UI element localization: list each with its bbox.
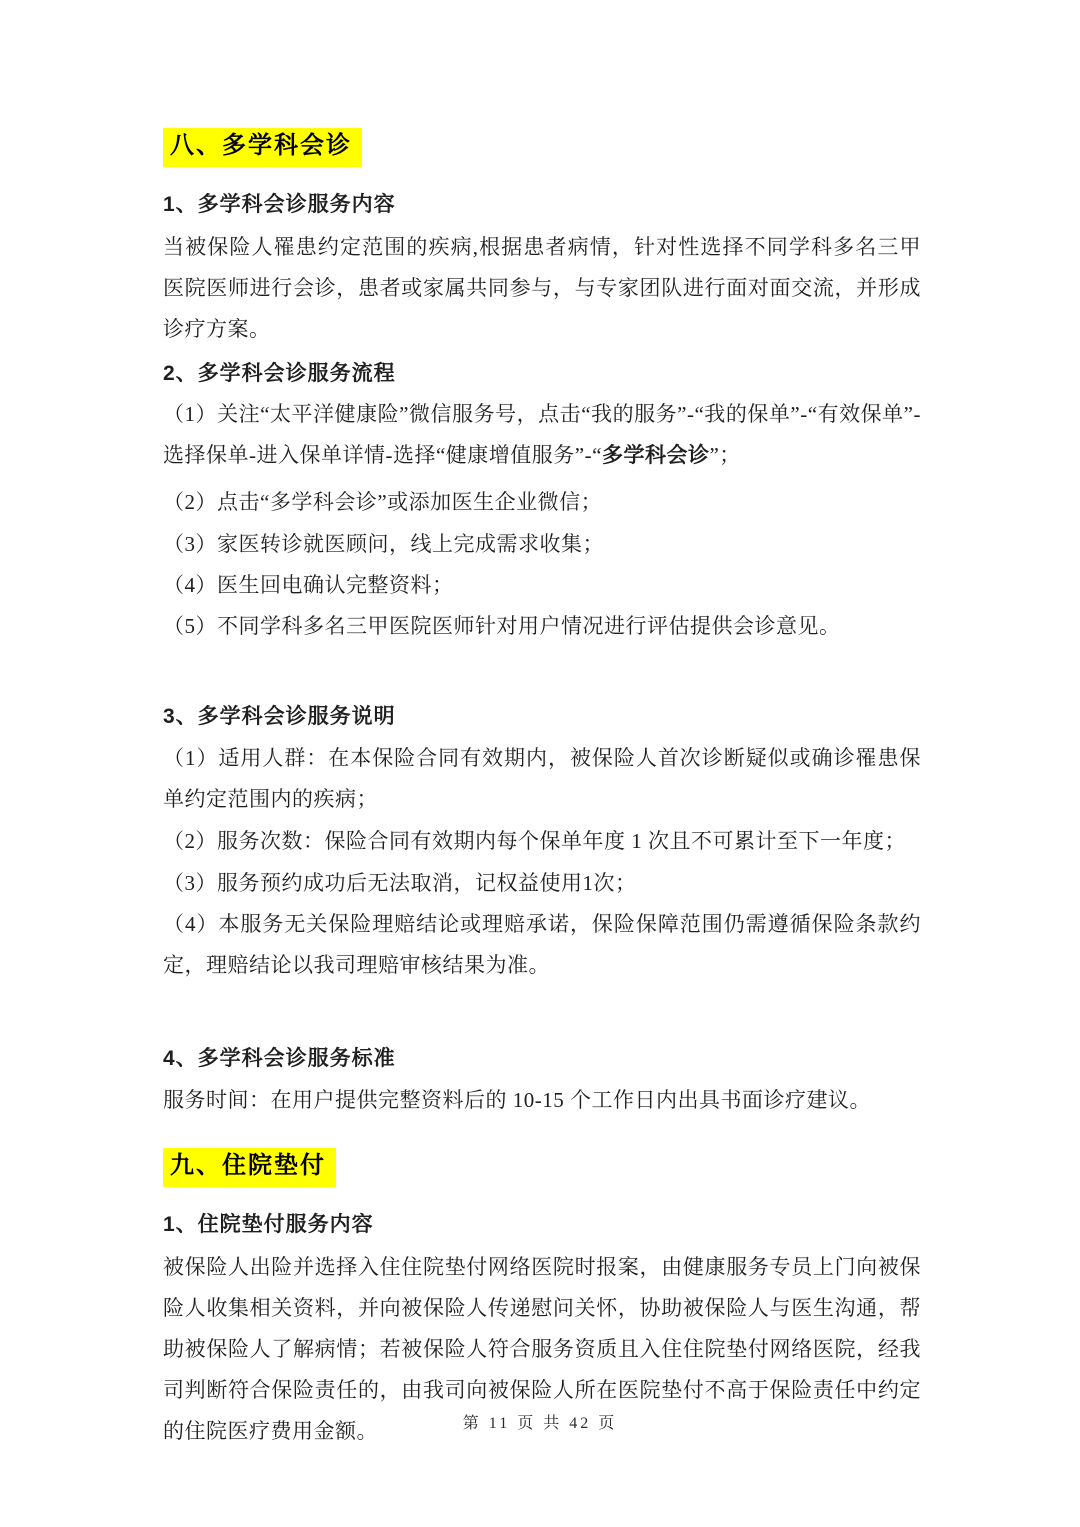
flow-item-1: [163, 394, 921, 476]
note-item-1: （1）适用人群：在本保险合同有效期内，被保险人首次诊断疑似或确诊罹患保单约定范围内的疾病；: [163, 746, 921, 811]
section-9-title-highlighted: 九、住院垫付: [163, 1148, 336, 1187]
section-8-subheading-1: 1、多学科会诊服务内容: [163, 193, 396, 216]
flow-item-3: （3）家医转诊就医顾问，线上完成需求收集；: [163, 532, 604, 556]
section-8-title-highlighted: 八、多学科会诊: [163, 128, 362, 167]
flow-item-1-prefix: （1）关注“太平洋健康险”微信服务号，点击“我的服务”-“我的保单”-“有效保单”-选择保单-进入保单详情-选择“健康增值服务”-“: [163, 402, 921, 467]
section-8-subheading-2: 2、多学科会诊服务流程: [163, 362, 396, 385]
flow-item-2: （2）点击“多学科会诊”或添加医生企业微信；: [163, 490, 603, 514]
note-item-2: （2）服务次数：保险合同有效期内每个保单年度 1 次且不可累计至下一年度；: [163, 829, 906, 853]
note-item-4: （4）本服务无关保险理赔结论或理赔承诺，保险保障范围仍需遵循保险条款约定，理赔结论以我司理赔审核结果为准。: [163, 912, 921, 977]
section-8-title-row: [163, 128, 921, 167]
flow-item-5: （5）不同学科多名三甲医院医师针对用户情况进行评估提供会诊意见。: [163, 614, 841, 638]
section-9-title-row: [163, 1148, 921, 1187]
flow-item-1-bold: 多学科会诊: [601, 444, 710, 467]
section-8-subheading-3: 3、多学科会诊服务说明: [163, 705, 396, 728]
section-8-paragraph-1: 当被保险人罹患约定范围的疾病,根据患者病情，针对性选择不同学科多名三甲医院医师进行会诊，患者或家属共同参与，与专家团队进行面对面交流，并形成诊疗方案。: [163, 235, 921, 341]
section-8-subheading-4: 4、多学科会诊服务标准: [163, 1047, 396, 1070]
flow-item-4: （4）医生回电确认完整资料；: [163, 573, 454, 597]
note-item-3: （3）服务预约成功后无法取消，记权益使用1次；: [163, 871, 637, 895]
section-9-paragraph-1: 被保险人出险并选择入住住院垫付网络医院时报案，由健康服务专员上门向被保险人收集相关资料，并向被保险人传递慰问关怀，协助被保险人与医生沟通，帮助被保险人了解病情；若被保险人符合服务资质且入住住院垫付网络医院，经我司判断符合保险责任的，由我司向被保险人所在医院垫付不高于保险责任中约定的住院医疗费用金额。: [163, 1255, 921, 1443]
page-content: [163, 0, 921, 1452]
flow-item-1-suffix: ”；: [709, 443, 741, 467]
section-9-subheading-1: 1、住院垫付服务内容: [163, 1213, 374, 1236]
page-number-footer: 第 11 页 共 42 页: [462, 1415, 618, 1432]
section-8-standard: 服务时间：在用户提供完整资料后的 10-15 个工作日内出具书面诊疗建议。: [163, 1088, 871, 1112]
